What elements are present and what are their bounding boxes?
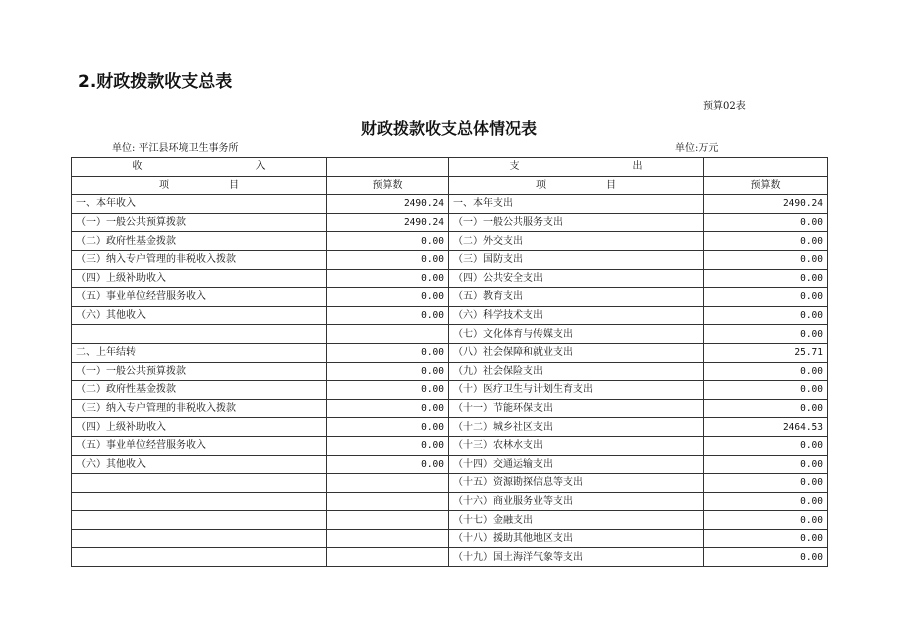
table-row — [72, 474, 828, 493]
table-row — [72, 399, 828, 418]
unit-organization: 单位: 平江县环境卫生事务所 — [112, 143, 239, 154]
expense-value-cell: 0.00 — [704, 306, 828, 325]
expense-budget-header: 预算数 — [704, 176, 828, 195]
expense-value-cell: 0.00 — [704, 288, 828, 307]
expense-value-cell: 0.00 — [704, 213, 828, 232]
income-item-cell — [72, 511, 327, 530]
income-value-cell: 2490.24 — [327, 195, 449, 214]
expense-value-cell: 0.00 — [704, 455, 828, 474]
table-row — [72, 288, 828, 307]
table-row — [72, 250, 828, 269]
income-item-cell: （二）政府性基金拨款 — [72, 381, 327, 400]
expense-value-cell: 0.00 — [704, 399, 828, 418]
table-row — [72, 195, 828, 214]
income-item-cell: （五）事业单位经营服务收入 — [72, 436, 327, 455]
table-row — [72, 548, 828, 567]
table-row — [72, 492, 828, 511]
income-value-cell — [327, 511, 449, 530]
expense-value-cell: 25.71 — [704, 343, 828, 362]
income-value-cell: 0.00 — [327, 306, 449, 325]
income-item-cell: （五）事业单位经营服务收入 — [72, 288, 327, 307]
expense-item-cell: （一）一般公共服务支出 — [449, 213, 704, 232]
income-value-cell — [327, 548, 449, 567]
expense-value-cell: 0.00 — [704, 529, 828, 548]
income-item-cell: （三）纳入专户管理的非税收入拨款 — [72, 250, 327, 269]
table-row — [72, 325, 828, 344]
income-value-cell: 0.00 — [327, 362, 449, 381]
expense-value-cell: 0.00 — [704, 250, 828, 269]
table-row — [72, 213, 828, 232]
expense-item-cell: （七）文化体育与传媒支出 — [449, 325, 704, 344]
expense-value-cell: 2490.24 — [704, 195, 828, 214]
expense-item-cell: （三）国防支出 — [449, 250, 704, 269]
expense-item-cell: （十三）农林水支出 — [449, 436, 704, 455]
income-item-cell: （三）纳入专户管理的非税收入拨款 — [72, 399, 327, 418]
income-value-cell: 0.00 — [327, 436, 449, 455]
table-row — [72, 436, 828, 455]
expense-item-cell: （九）社会保险支出 — [449, 362, 704, 381]
expense-item-cell: （八）社会保障和就业支出 — [449, 343, 704, 362]
income-header-blank — [327, 158, 449, 177]
income-item-cell: （四）上级补助收入 — [72, 418, 327, 437]
income-item-header: 项 目 — [72, 176, 327, 195]
income-value-cell: 0.00 — [327, 269, 449, 288]
income-item-cell: （六）其他收入 — [72, 306, 327, 325]
expense-value-cell: 0.00 — [704, 492, 828, 511]
expense-value-cell: 0.00 — [704, 548, 828, 567]
expense-item-cell: 一、本年支出 — [449, 195, 704, 214]
expense-value-cell: 0.00 — [704, 474, 828, 493]
income-item-cell — [72, 548, 327, 567]
form-number: 预算02表 — [703, 101, 746, 112]
table-row — [72, 232, 828, 251]
income-item-cell — [72, 325, 327, 344]
expense-value-cell: 0.00 — [704, 362, 828, 381]
header-row-1 — [72, 158, 828, 177]
income-item-cell: 一、本年收入 — [72, 195, 327, 214]
income-item-cell: 二、上年结转 — [72, 343, 327, 362]
expense-header-blank — [704, 158, 828, 177]
income-value-cell: 0.00 — [327, 418, 449, 437]
expense-value-cell: 0.00 — [704, 232, 828, 251]
expense-value-cell: 2464.53 — [704, 418, 828, 437]
page-title: 财政拨款收支总体情况表 — [360, 119, 537, 138]
income-item-cell — [72, 529, 327, 548]
income-value-cell — [327, 325, 449, 344]
expense-header: 支 出 — [449, 158, 704, 177]
expense-value-cell: 0.00 — [704, 325, 828, 344]
header-row-2 — [72, 176, 828, 195]
expense-item-cell: （十二）城乡社区支出 — [449, 418, 704, 437]
table-row — [72, 511, 828, 530]
table-row — [72, 306, 828, 325]
expense-item-cell: （十五）资源勘探信息等支出 — [449, 474, 704, 493]
income-value-cell — [327, 529, 449, 548]
expense-item-cell: （十四）交通运输支出 — [449, 455, 704, 474]
expense-item-cell: （十）医疗卫生与计划生育支出 — [449, 381, 704, 400]
expense-item-cell: （十九）国土海洋气象等支出 — [449, 548, 704, 567]
income-item-cell: （六）其他收入 — [72, 455, 327, 474]
income-item-cell: （一）一般公共预算拨款 — [72, 213, 327, 232]
table-row — [72, 381, 828, 400]
income-item-cell: （一）一般公共预算拨款 — [72, 362, 327, 381]
expense-item-cell: （十一）节能环保支出 — [449, 399, 704, 418]
income-value-cell: 0.00 — [327, 455, 449, 474]
section-title: 2.财政拨款收支总表 — [78, 72, 233, 92]
income-budget-header: 预算数 — [327, 176, 449, 195]
expense-value-cell: 0.00 — [704, 381, 828, 400]
income-value-cell: 0.00 — [327, 250, 449, 269]
income-value-cell: 0.00 — [327, 288, 449, 307]
expense-value-cell: 0.00 — [704, 436, 828, 455]
table-row — [72, 455, 828, 474]
table-row — [72, 269, 828, 288]
income-header: 收 入 — [72, 158, 327, 177]
income-value-cell — [327, 474, 449, 493]
income-value-cell: 0.00 — [327, 232, 449, 251]
income-item-cell — [72, 474, 327, 493]
expense-value-cell: 0.00 — [704, 269, 828, 288]
expense-item-cell: （四）公共安全支出 — [449, 269, 704, 288]
table-row — [72, 362, 828, 381]
table-row — [72, 343, 828, 362]
income-value-cell: 0.00 — [327, 381, 449, 400]
expense-item-header: 项 目 — [449, 176, 704, 195]
budget-table — [71, 157, 828, 567]
expense-value-cell: 0.00 — [704, 511, 828, 530]
income-item-cell: （四）上级补助收入 — [72, 269, 327, 288]
expense-item-cell: （六）科学技术支出 — [449, 306, 704, 325]
expense-item-cell: （十七）金融支出 — [449, 511, 704, 530]
income-value-cell: 0.00 — [327, 343, 449, 362]
income-item-cell — [72, 492, 327, 511]
expense-item-cell: （十八）援助其他地区支出 — [449, 529, 704, 548]
expense-item-cell: （十六）商业服务业等支出 — [449, 492, 704, 511]
table-row — [72, 529, 828, 548]
income-value-cell — [327, 492, 449, 511]
income-value-cell: 2490.24 — [327, 213, 449, 232]
income-item-cell: （二）政府性基金拨款 — [72, 232, 327, 251]
expense-item-cell: （五）教育支出 — [449, 288, 704, 307]
income-value-cell: 0.00 — [327, 399, 449, 418]
table-row — [72, 418, 828, 437]
unit-currency: 单位:万元 — [675, 143, 719, 154]
expense-item-cell: （二）外交支出 — [449, 232, 704, 251]
